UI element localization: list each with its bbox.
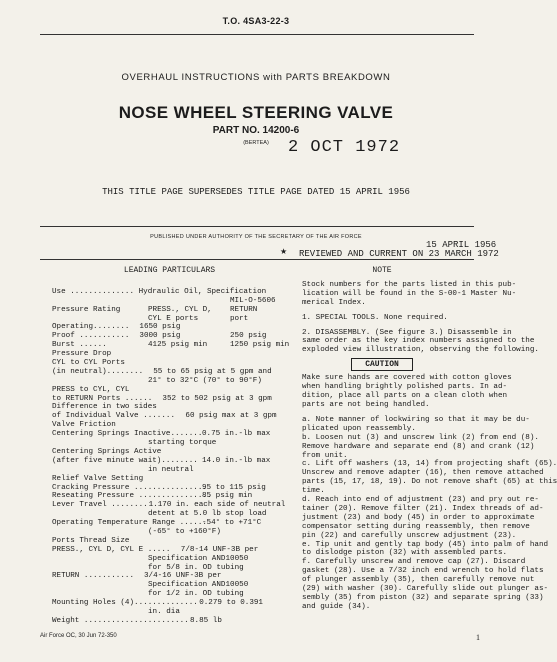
particulars-row	[52, 572, 287, 581]
particulars-row	[52, 528, 287, 537]
particulars-row	[52, 306, 287, 315]
particulars-cell: (after five minute wait)........	[52, 456, 198, 465]
particulars-cell: 250 psig	[230, 332, 267, 341]
particulars-row	[52, 475, 287, 484]
particulars-row	[52, 350, 287, 359]
particulars-cell: PRESS., CYL D,	[148, 305, 212, 314]
caution-text: Make sure hands are covered with cotton gloves when handling brightly polished parts. In ad- dition, place all parts on a clean cloth when parts are not being handled.	[302, 374, 512, 409]
particulars-cell: 1250 psig min	[230, 341, 290, 350]
particulars-cell: 3/4-16 UNF-3B per	[144, 572, 222, 581]
particulars-row	[52, 466, 287, 475]
particulars-cell: of Individual Valve .......	[52, 412, 176, 421]
particulars-cell: 95 to 115 psig	[202, 483, 266, 492]
note-heading: NOTE	[372, 266, 392, 275]
particulars-cell: Operating........	[52, 323, 130, 332]
particulars-cell: MIL-O-5606	[230, 296, 276, 305]
note-text: Stock numbers for the parts listed in this pub- lication will be found in the S-00-1 Master Nu- merical Index.	[302, 280, 517, 307]
star-icon: ★	[280, 247, 288, 256]
leading-particulars-rows	[52, 287, 290, 626]
particulars-row	[52, 341, 290, 350]
particulars-cell: port	[230, 314, 249, 323]
page-number: 1	[476, 633, 480, 642]
particulars-cell: (in neutral)........	[52, 367, 144, 376]
particulars-row	[52, 439, 287, 448]
print-note: Air Force OC, 30 Jun 72-350	[40, 633, 117, 639]
particulars-cell: 1.170 in. each side of neutral	[148, 501, 286, 510]
leading-particulars-heading: LEADING PARTICULARS	[123, 266, 216, 275]
particulars-cell: 21° to 32°C (70° to 90°F)	[148, 376, 262, 385]
particulars-row	[52, 297, 287, 306]
particulars-cell: RETURN	[230, 305, 258, 314]
published-rule	[40, 226, 474, 227]
particulars-row	[52, 590, 287, 599]
leading-particulars	[52, 266, 290, 626]
particulars-cell: for 1/2 in. OD tubing	[148, 590, 244, 599]
particulars-cell: Weight .......................	[52, 616, 189, 625]
particulars-cell: 1650 psig	[139, 323, 181, 332]
particulars-cell: in neutral	[148, 465, 194, 474]
particulars-row	[52, 368, 287, 377]
particulars-cell: Relief Valve Setting	[52, 474, 144, 483]
particulars-cell: Burst ......	[52, 341, 107, 350]
particulars-row	[52, 501, 287, 510]
particulars-row	[52, 457, 287, 466]
particulars-cell: for 5/8 in. OD tubing	[148, 563, 244, 572]
particulars-row	[52, 555, 287, 564]
particulars-cell: Difference in two sides	[52, 403, 157, 412]
reviewed-stamp: REVIEWED AND CURRENT ON 23 MARCH 1972	[299, 249, 499, 259]
particulars-row	[52, 323, 287, 332]
particulars-row	[52, 448, 287, 457]
particulars-row	[52, 484, 287, 493]
particulars-cell: 8.85 lb	[190, 616, 222, 625]
step-b: b. Loosen nut (3) and unscrew link (2) from end (8). Remove hardware and separate end (8) and crank (12) from unit.	[302, 433, 539, 460]
step-f: f. Carefully unscrew and remove cap (27). Discard gasket (28). Use a 7/32 inch end wrench to hold flats of plunger assembly (35), then carefully remove nut (29) with washer (30). Carefully slide out plunger as- sembly (35) from piston (32) and separate spring (33) and guide (34).	[302, 558, 549, 611]
particulars-cell: Cracking Pressure ................	[52, 483, 207, 492]
particulars-row	[52, 315, 287, 324]
manufacturer: (BERTEA)	[243, 140, 269, 146]
particulars-cell: 0.279 to 0.391	[199, 599, 263, 608]
particulars-row	[52, 403, 287, 412]
particulars-cell: 7/8-14 UNF-3B per	[180, 545, 259, 554]
particulars-cell: Specification AND10050	[148, 554, 249, 563]
particulars-row	[52, 430, 287, 439]
particulars-row	[52, 564, 287, 573]
particulars-cell: starting torque	[148, 439, 217, 448]
instructions-column	[302, 266, 557, 612]
particulars-cell: Valve Friction	[52, 421, 116, 430]
to-number: T.O. 4SA3-22-3	[222, 16, 290, 26]
particulars-cell: Centering Springs Inactive.......	[52, 430, 203, 439]
particulars-cell: -54° to +71°C	[202, 519, 262, 528]
particulars-row	[52, 492, 287, 501]
particulars-cell: Pressure Drop	[52, 350, 112, 359]
particulars-cell: CYL to CYL Ports	[52, 359, 125, 368]
document-title: NOSE WHEEL STEERING VALVE	[118, 103, 394, 122]
particulars-row	[52, 537, 287, 546]
particulars-cell: Lever Travel ........	[52, 501, 148, 510]
particulars-cell: 3000 psig	[139, 332, 181, 341]
particulars-cell: PRESS., CYL D, CYL E .....	[52, 545, 171, 554]
particulars-cell: 14.0 in.-lb max	[202, 456, 271, 465]
particulars-row	[52, 617, 287, 626]
particulars-cell: 4125 psig min	[148, 341, 208, 350]
particulars-cell: 85 psig min	[202, 492, 253, 501]
particulars-cell: 55 to 65 psig at 5 gpm and	[153, 367, 272, 376]
particulars-cell: detent at 5.0 lb stop load	[148, 510, 267, 519]
particulars-row	[52, 377, 287, 386]
particulars-row	[52, 395, 287, 404]
original-date: 15 APRIL 1956	[426, 240, 497, 250]
particulars-cell: Pressure Rating	[52, 305, 121, 314]
particulars-row	[52, 608, 287, 617]
particulars-cell: (-65° to +160°F)	[148, 527, 221, 536]
particulars-row	[52, 412, 287, 421]
body-rule	[40, 259, 474, 260]
header-rule	[40, 34, 474, 35]
particulars-cell: 352 to 502 psig at 3 gpm	[162, 394, 272, 403]
step-a: a. Note manner of lockwiring so that it may be du- plicated upon reassembly.	[302, 415, 530, 433]
supersedes-note: THIS TITLE PAGE SUPERSEDES TITLE PAGE DATED 15 APRIL 1956	[102, 187, 410, 197]
particulars-cell: 60 psig max at 3 gpm	[185, 412, 277, 421]
particulars-row	[52, 332, 287, 341]
particulars-cell: Reseating Pressure ................	[52, 492, 212, 501]
date-stamp: 2 OCT 1972	[288, 138, 401, 157]
particulars-cell: in. dia	[148, 607, 180, 616]
particulars-row	[52, 359, 287, 368]
particulars-cell: PRESS to CYL, CYL	[52, 385, 130, 394]
caution-label: CAUTION	[351, 358, 413, 371]
particulars-row	[52, 546, 287, 555]
particulars-row	[52, 519, 287, 528]
particulars-cell: to RETURN Ports ......	[52, 394, 153, 403]
particulars-cell: Centering Springs Active	[52, 447, 162, 456]
particulars-cell: CYL E ports	[148, 314, 199, 323]
step-e: e. Tip unit and gently tap body (45) into palm of hand to dislodge piston (32) with assembled parts.	[302, 540, 549, 558]
particulars-row	[52, 386, 287, 395]
part-number: PART NO. 14200-6	[212, 125, 300, 136]
particulars-cell: Specification AND10050	[148, 581, 249, 590]
particulars-cell: Operating Temperature Range ......	[52, 519, 207, 528]
particulars-row	[52, 599, 287, 608]
step-special-tools: 1. SPECIAL TOOLS. None required.	[302, 313, 448, 322]
particulars-cell: Use .............. Hydraulic Oil, Specification	[52, 287, 267, 296]
particulars-cell: Ports Thread Size	[52, 536, 130, 545]
particulars-row	[52, 288, 287, 297]
particulars-row	[52, 510, 287, 519]
published-authority: PUBLISHED UNDER AUTHORITY OF THE SECRETARY OF THE AIR FORCE	[150, 234, 362, 240]
step-d: d. Reach into end of adjustment (23) and pry out re- tainer (20). Remove filter (21). Index threads of ad- justment (23) and body (45) in order to approximate compensator setting during reassembly, then remove pin (22) and carefully unscrew adjustment (23).	[302, 496, 544, 540]
step-c: c. Lift off washers (13, 14) from projecting shaft (65). Unscrew and remove adapter (16), then remove attached parts (15, 17, 18, 19). Do not remove shaft (65) at this time.	[302, 460, 557, 496]
particulars-row	[52, 581, 287, 590]
step-disassembly: 2. DISASSEMBLY. (See figure 3.) Disassemble in same order as the key index numbers assigned to the exploded view illustration, observing the following.	[302, 328, 539, 355]
document-subtitle: OVERHAUL INSTRUCTIONS with PARTS BREAKDOWN	[121, 72, 391, 83]
particulars-cell: Proof ...........	[52, 332, 130, 341]
particulars-cell: Mounting Holes (4)..............	[52, 599, 198, 608]
particulars-cell: RETURN ...........	[52, 572, 135, 581]
particulars-cell: 0.75 in.-lb max	[202, 430, 271, 439]
particulars-row	[52, 421, 287, 430]
